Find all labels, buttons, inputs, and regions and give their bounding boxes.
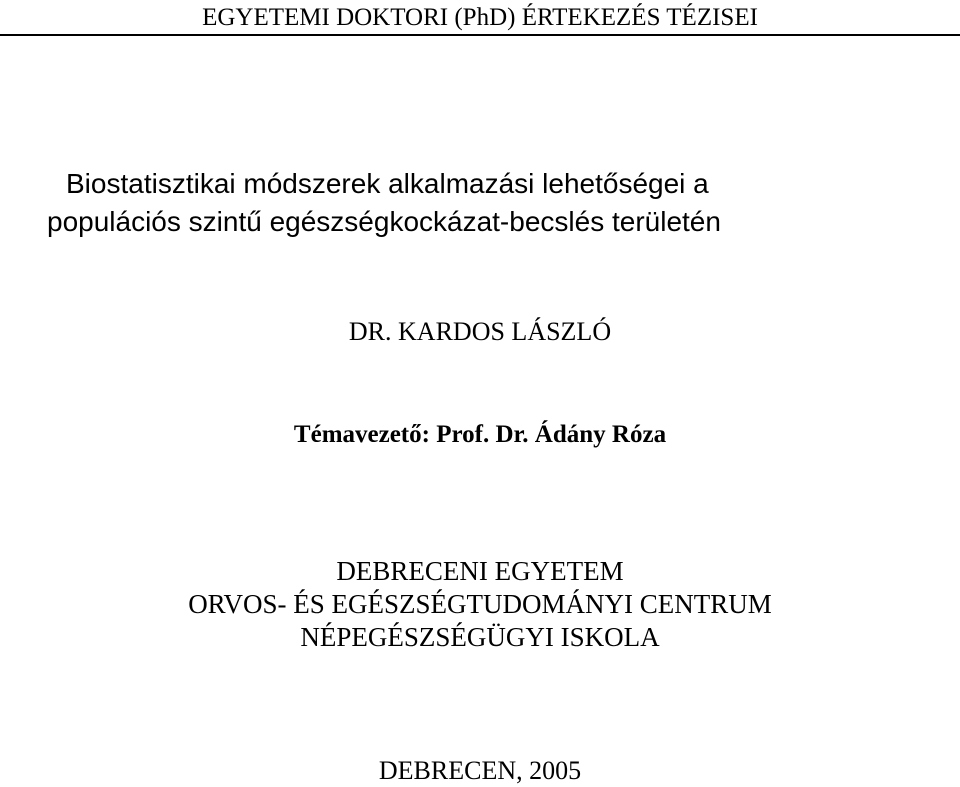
place-and-year: DEBRECEN, 2005 — [378, 756, 582, 785]
institution-line-centre: ORVOS- ÉS EGÉSZSÉGTUDOMÁNYI CENTRUM — [188, 589, 772, 619]
thesis-title-line-2: populációs szintű egészségkockázat-becslés területén — [47, 206, 721, 237]
header — [0, 0, 960, 36]
header-title: EGYETEMI DOKTORI (PhD) ÉRTEKEZÉS TÉZISEI — [202, 4, 758, 31]
institution-line-school: NÉPEGÉSZSÉGÜGYI ISKOLA — [300, 622, 660, 652]
author-name: DR. KARDOS LÁSZLÓ — [348, 317, 612, 346]
thesis-title-line-1: Biostatisztikai módszerek alkalmazási lehetőségei a — [66, 168, 709, 199]
advisor-line: Témavezető: Prof. Dr. Ádány Róza — [293, 421, 667, 448]
institution-line-university: DEBRECENI EGYETEM — [336, 556, 624, 586]
institution-block — [0, 555, 960, 654]
